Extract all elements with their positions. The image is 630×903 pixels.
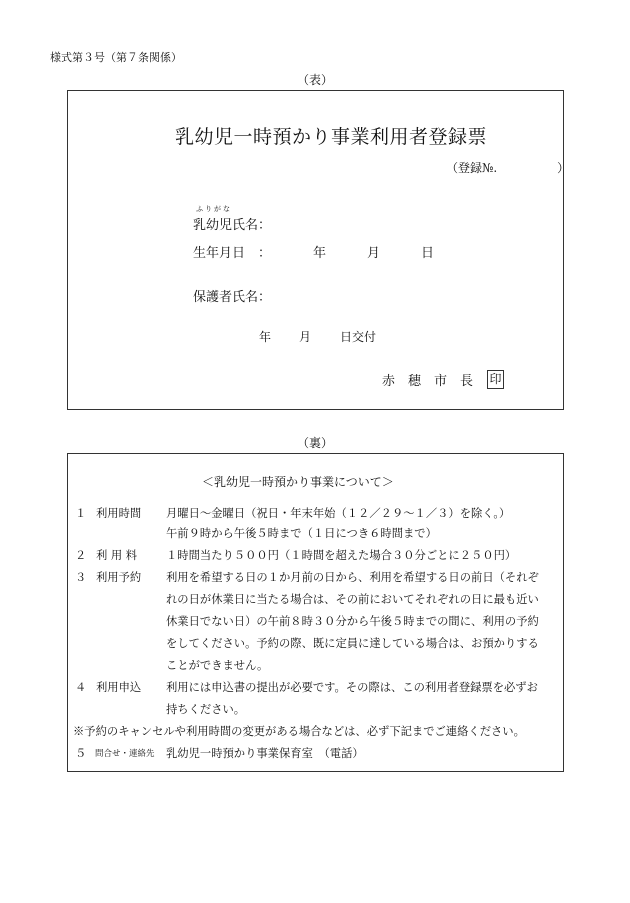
item-4-line-2: 持ちください。 [166, 703, 246, 716]
item-3-line-4: をしてください。予約の際、既に定員に達している場合は、お預かりする [166, 637, 539, 650]
item-4-label: 利用申込 [96, 681, 142, 694]
birthdate-year: 年 [313, 246, 327, 261]
guardian-name-label: 保護者氏名： [193, 290, 272, 305]
issuer-mayor: 赤 穂 市 長 [382, 374, 474, 389]
birthdate-month: 月 [367, 246, 381, 261]
item-2-number: ２ [75, 549, 87, 562]
item-1-label: 利用時間 [96, 507, 142, 520]
back-side-label: （裏） [296, 436, 333, 450]
issue-year: 年 [259, 330, 272, 344]
child-name-label: 乳幼児氏名： [193, 218, 272, 233]
item-3-line-1: 利用を希望する日の１か月前の日から、利用を希望する日の前日（それぞ [166, 571, 539, 584]
issue-month: 月 [299, 330, 312, 344]
item-5-label: 問合せ・連絡先 [95, 749, 155, 759]
seal-box [487, 368, 504, 389]
item-3-number: ３ [75, 571, 87, 584]
furigana-label: ふりがな [196, 205, 232, 213]
item-3-line-2: れの日が休業日に当たる場合は、その前においてそれぞれの日に最も近い [166, 593, 539, 606]
item-3-line-3: 休業日でない日）の午前８時３０分から午後５時までの間に、利用の予約 [166, 615, 539, 628]
item-1-line-1: 月曜日～金曜日（祝日・年末年始（１２／２９～１／３）を除く。） [166, 507, 511, 520]
back-heading: ＜乳幼児一時預かり事業について＞ [202, 475, 394, 489]
contact-info: 乳幼児一時預かり事業保育室 （電話） [166, 747, 364, 760]
seal-mark: 印 [487, 370, 504, 389]
birthdate-label: 生年月日 ： [193, 246, 272, 261]
form-number: 様式第３号（第７条関係） [50, 51, 182, 64]
issue-day: 日交付 [340, 330, 377, 344]
item-4-line-1: 利用には申込書の提出が必要です。その際は、この利用者登録票を必ずお [166, 681, 538, 694]
document-title: 乳幼児一時預かり事業利用者登録票 [175, 126, 488, 148]
birthdate-day: 日 [421, 246, 435, 261]
item-5-number: ５ [75, 747, 87, 760]
front-side-label: （表） [296, 73, 333, 87]
item-2-line-1: １時間当たり５００円（１時間を超えた場合３０分ごとに２５０円） [166, 549, 517, 562]
registration-number: （登録№. ） [446, 161, 570, 175]
item-1-line-2: 午前９時から午後５時まで（１日につき６時間まで） [166, 527, 437, 540]
item-2-label: 利 用 料 [96, 549, 138, 562]
item-3-label: 利用予約 [96, 571, 142, 584]
item-3-line-5: ことができません。 [166, 659, 269, 672]
item-4-number: ４ [75, 681, 87, 694]
item-1-number: １ [75, 507, 87, 520]
cancellation-note: ※予約のキャンセルや利用時間の変更がある場合などは、必ず下記までご連絡ください。 [73, 725, 525, 738]
